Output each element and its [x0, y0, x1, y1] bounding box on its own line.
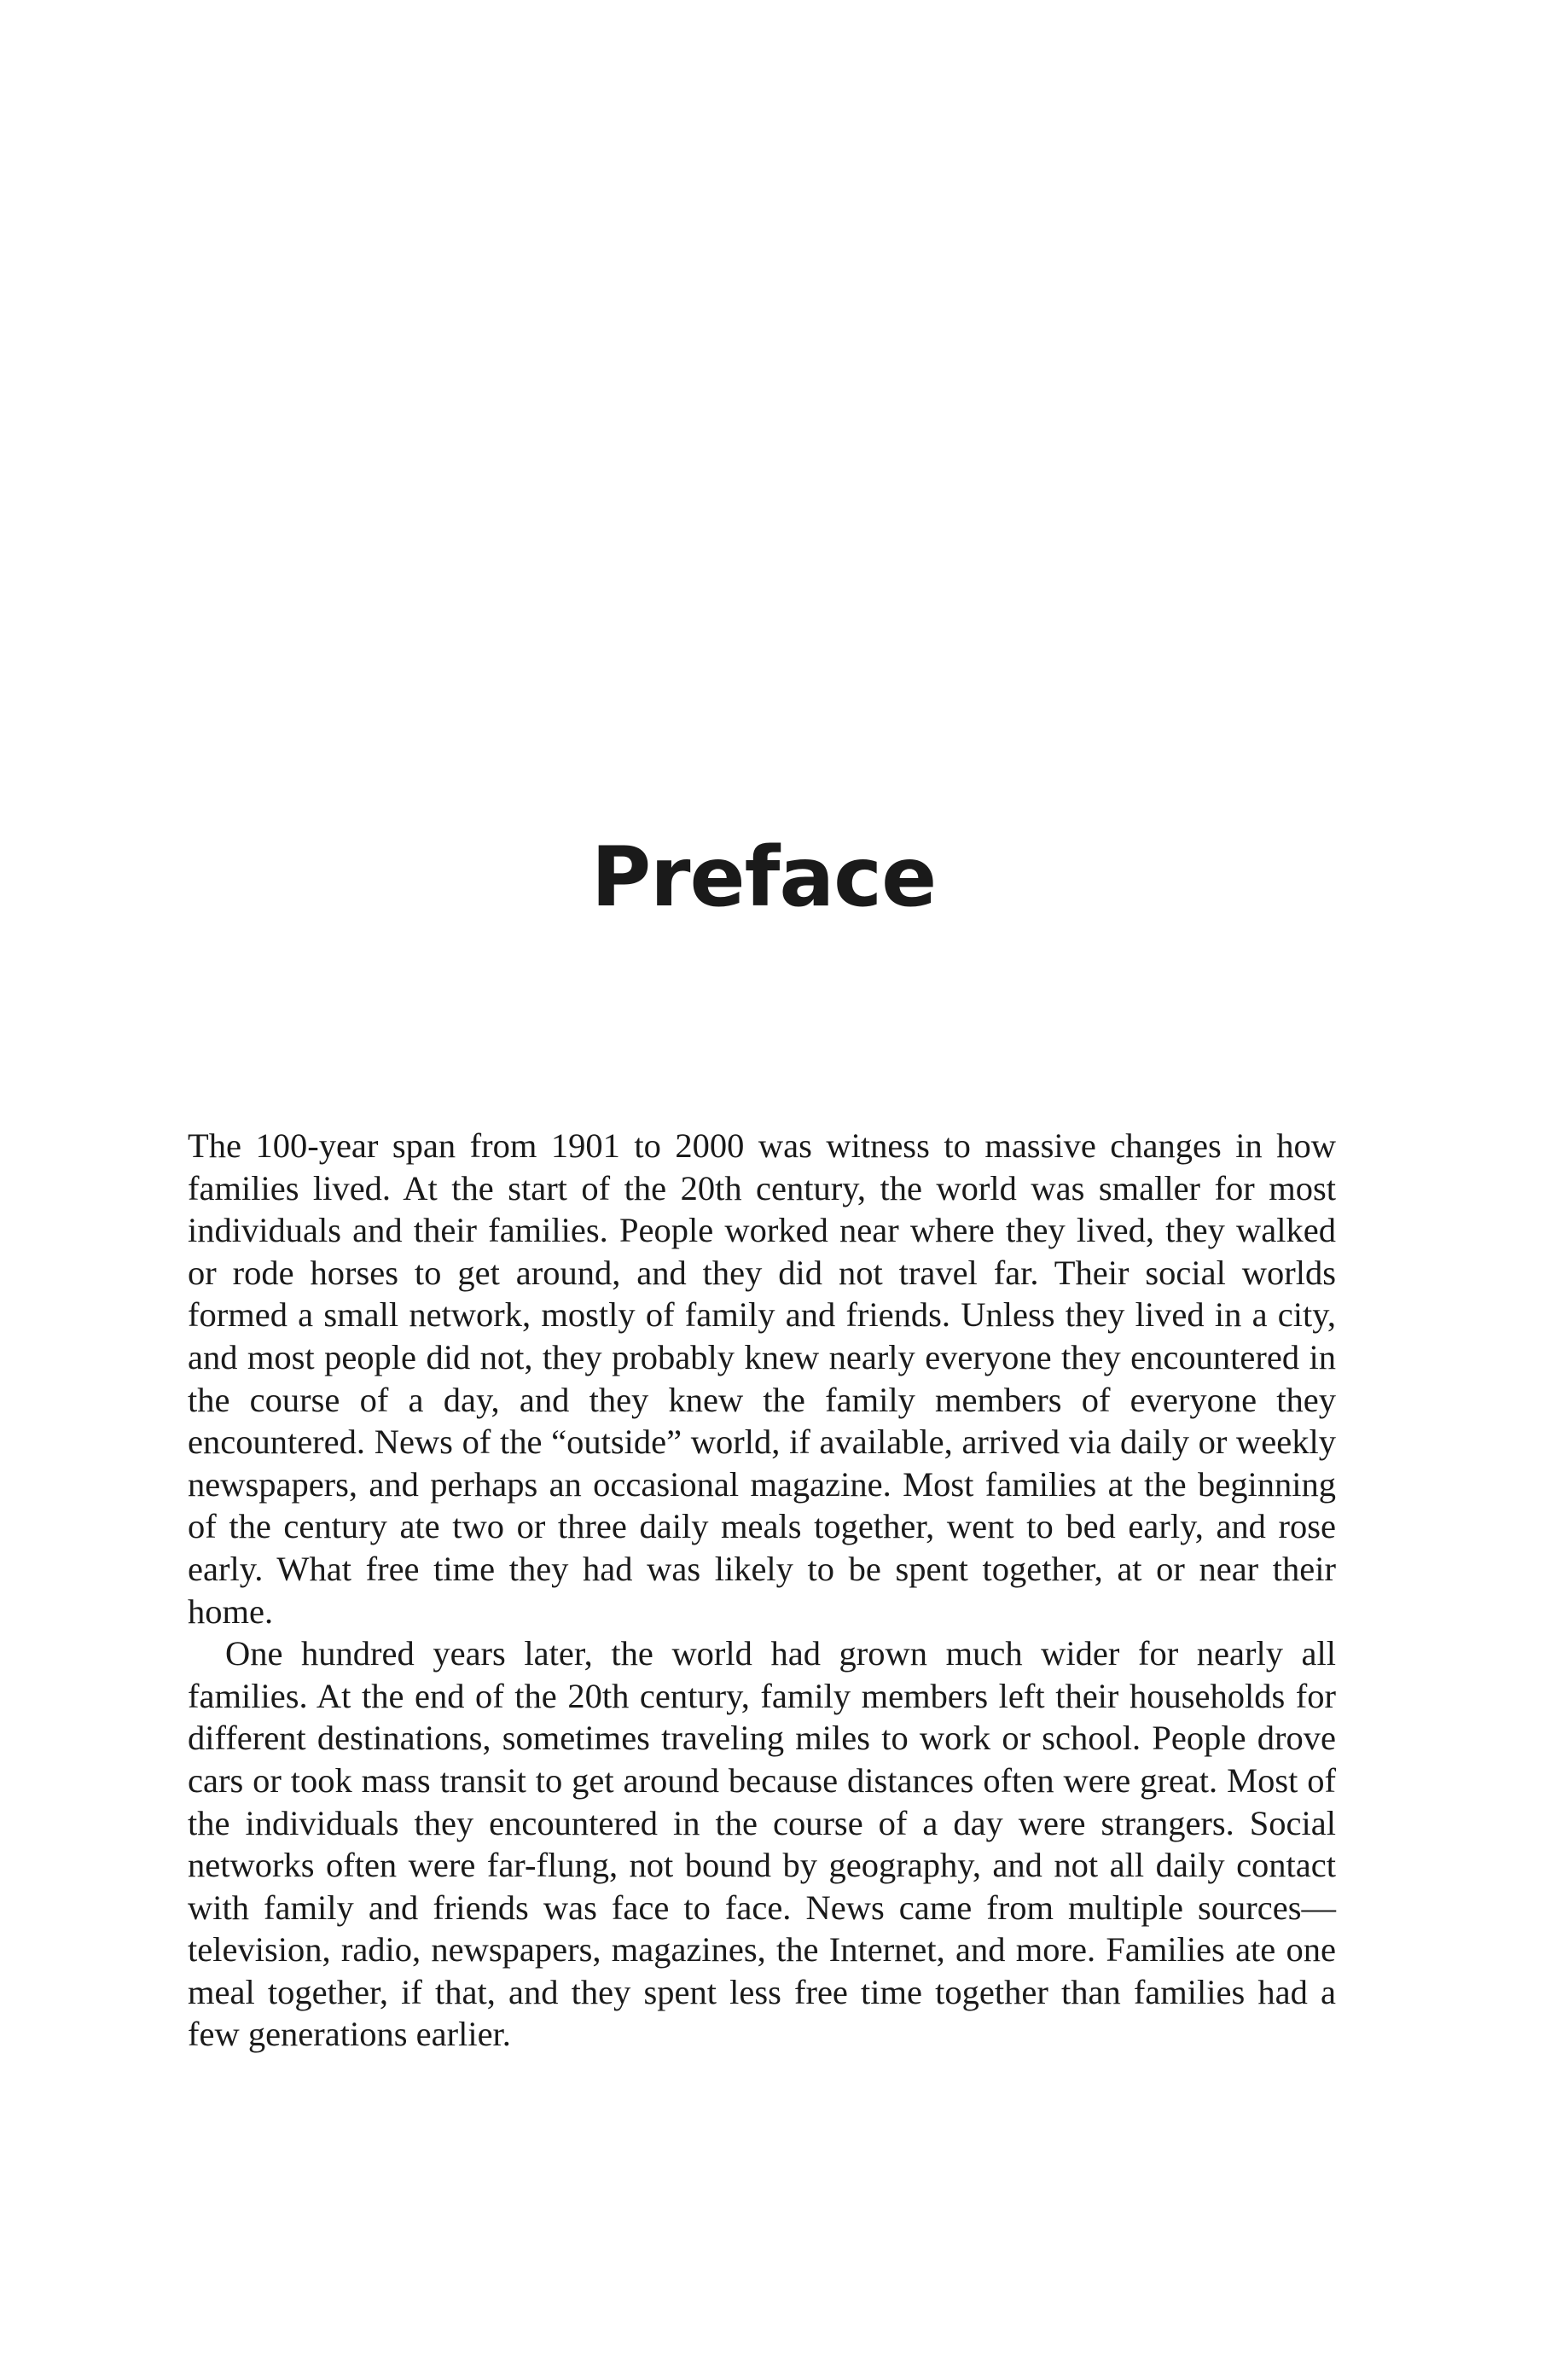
- paragraph-1: The 100-year span from 1901 to 2000 was witness to massive changes in how families lived. At the start of the 20th century, the world was smaller for most individuals and their families. People worked near where they lived, they walked or rode horses to get around, and they did not travel far. Their social worlds formed a small network, mostly of family and friends. Unless they lived in a city, and most people did not, they probably knew nearly everyone they encountered in the course of a day, and they knew the family members of everyone they encountered. News of the “outside” world, if available, arrived via daily or weekly newspapers, and perhaps an occasional magazine. Most families at the beginning of the century ate two or three daily meals together, went to bed early, and rose early. What free time they had was likely to be spent together, at or near their home.: [188, 1126, 1336, 1631]
- preface-body: [188, 1125, 1336, 2056]
- chapter-title: Preface: [590, 829, 937, 925]
- paragraph-2: One hundred years later, the world had grown much wider for nearly all families. At the end of the 20th century, family members left their households for different destinations, sometimes traveling miles to work or school. People drove cars or took mass transit to get around because distances often were great. Most of the individuals they encountered in the course of a day were strangers. Social networks often were far-flung, not bound by geography, and not all daily contact with family and friends was face to face. News came from multiple sources—television, radio, newspapers, magazines, the Internet, and more. Families ate one meal together, if that, and they spent less free time together than families had a few generations earlier.: [188, 1634, 1336, 2054]
